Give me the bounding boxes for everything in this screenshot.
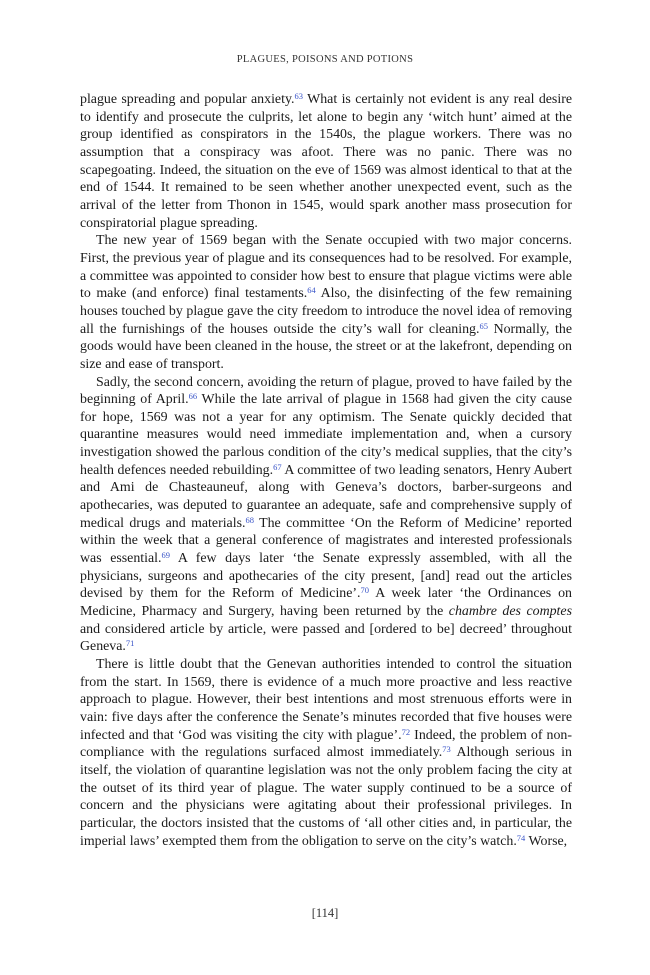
footnote-ref[interactable]: 66 (188, 391, 198, 402)
text-run: While the late arrival of plague in 1568 had given the city cause for hope, 1569 was not a year for any optimism. The Senate quickly decided that quarantine measures would need immediate implementation and, when a cursory investigation showed the parlous condition of the city’s medical supplies, that the city’s health defences needed rebuilding. (80, 392, 572, 478)
text-run: A week later ‘the Ordinances on Medicine, Pharmacy and Surgery, having been returned by the (80, 586, 572, 620)
text-run: The new year of 1569 began with the Senate occupied with two major concerns. First, the previous year of plague and its consequences had to be resolved. For example, a committee was appointed to consider how best to ensure that plague victims were able to make (and enforce) final testaments. (80, 233, 572, 302)
footnote-ref[interactable]: 72 (401, 726, 411, 737)
text-run: Sadly, the second concern, avoiding the return of plague, proved to have failed by the beginning of April. (80, 374, 572, 408)
footnote-ref[interactable]: 74 (516, 832, 526, 843)
footnote-ref[interactable]: 69 (161, 550, 171, 561)
page-number: [114] (311, 906, 339, 920)
footnote-ref[interactable]: 70 (360, 585, 370, 596)
text-run: Also, the disinfecting of the few remaining houses touched by plague gave the city freedom to introduce the novel idea of removing all the furnishings of the houses outside the city’s wall for cleaning. (80, 286, 572, 337)
paragraph (80, 232, 572, 373)
running-head: PLAGUES, POISONS AND POTIONS (236, 54, 414, 65)
text-run: Normally, the goods would have been cleaned in the house, the street or at the lakefront, depending on size and ease of transport. (80, 321, 572, 372)
text-run: A few days later ‘the Senate expressly assembled, with all the physicians, surgeons and apothecaries of the city present, [and] read out the articles devised by them for the Reform of Medicine’. (80, 551, 572, 602)
text-run: What is certainly not evident is any real desire to identify and prosecute the culprits, let alone to begin any ‘witch hunt’ aimed at the group identified as conspirators in the 1540s, the plague workers. There was no assumption that a conspiracy was afoot. There was no panic. There was no scapegoating. Indeed, the situation on the eve of 1569 was almost identical to that at the end of 1544. It remained to be seen whether another unexpected event, such as the arrival of the letter from Thonon in 1545, would spark another mass prosecution for conspiratorial plague spreading. (80, 92, 572, 231)
footnote-ref[interactable]: 71 (125, 638, 135, 649)
text-run: and considered article by article, were passed and [ordered to be] decreed’ throughout Geneva. (80, 621, 572, 655)
footnote-ref[interactable]: 67 (273, 461, 282, 472)
text-run: plague spreading and popular anxiety. (80, 92, 295, 107)
text-run: There is little doubt that the Genevan authorities intended to control the situation from the start. In 1569, there is evidence of a much more proactive and less reactive approach to plague. However, their best intentions and most strenuous efforts were in vain: five days after the conference the Senate’s minutes recorded that five houses were infected and that ‘God was visiting the city with plague’. (80, 657, 572, 743)
footnote-ref[interactable]: 73 (442, 744, 451, 755)
text-run: Although serious in itself, the violation of quarantine legislation was not the only problem facing the city at the outset of its third year of plague. The water supply continued to be a source of concern and the physicians were agitating about their professional privileges. In particular, the doctors insisted that the customs of ‘all other cities and, in particular, the imperial laws’ exempted them from the obligation to serve on the city’s watch. (80, 745, 572, 849)
footnote-ref[interactable]: 65 (479, 320, 488, 331)
text-run: A committee of two leading senators, Henry Aubert and Ami de Chasteauneuf, along with Geneva’s doctors, barber-surgeons and apothecaries, was deputed to guarantee an adequate, safe and comprehensive supply of medical drugs and materials. (80, 462, 572, 531)
footnote-ref[interactable]: 63 (294, 91, 303, 101)
footnote-ref[interactable]: 64 (307, 285, 316, 296)
paragraph (80, 374, 572, 657)
text-run: Indeed, the problem of non-compliance with the regulations surfaced almost immediately. (80, 727, 572, 761)
text-run: The committee ‘On the Reform of Medicine’ reported within the week that a general conference of magistrates and interested professionals was essential. (80, 515, 572, 567)
italic-term: chambre des comptes (448, 604, 572, 620)
paragraph (80, 656, 572, 850)
text-run: Worse, (525, 833, 568, 849)
footnote-ref[interactable]: 68 (245, 514, 254, 525)
body-text (80, 91, 572, 850)
paragraph (80, 91, 572, 232)
